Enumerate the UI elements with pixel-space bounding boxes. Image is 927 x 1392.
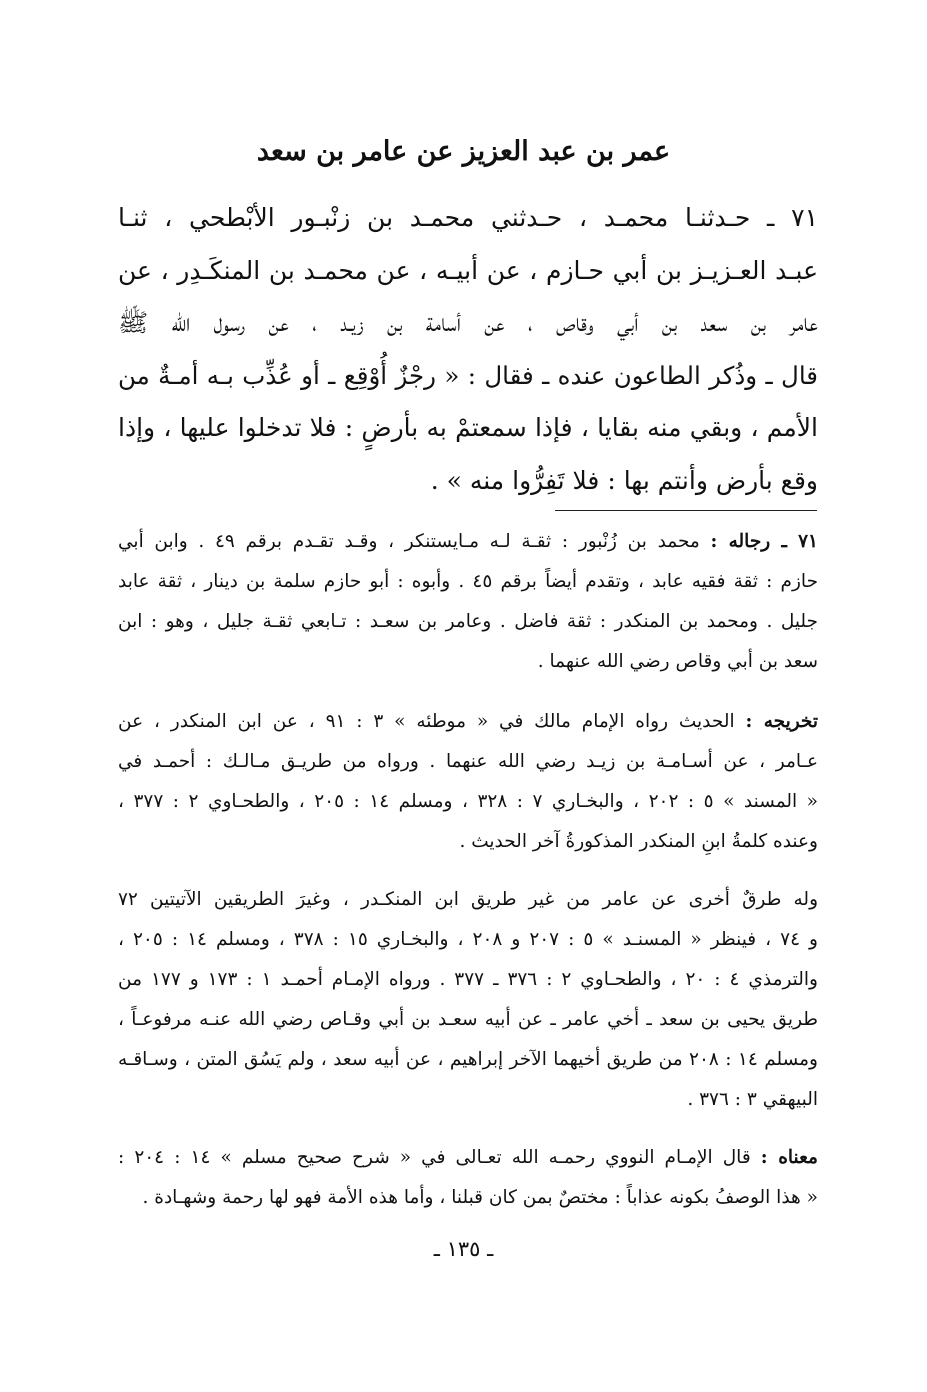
footnote-takhrij (118, 702, 818, 862)
hadith-line: الأمم ، وبقي منه بقايا ، فإذا سمعتمْ به بأرضٍ : فلا تدخلوا عليها ، وإذا (118, 413, 818, 442)
footnote-turuq (118, 880, 818, 1120)
footnote-line: سعد بن أبي وقاص رضي الله عنهما . (537, 651, 818, 672)
footnote-line-text: الحديث رواه الإمام مالك في « موطئه » ٣ : ٩١ ، عن ابن المنكدر ، عن (118, 711, 735, 732)
footnote-rijal (118, 522, 818, 682)
footnote-line: « هذا الوصفُ بكونه عذاباً : مختصٌ بمن كان قبلنا ، وأما هذه الأمة فهو لها رحمة وشهـادة . (142, 1187, 818, 1208)
hadith-line: عبـد العـزيـز بن أبي حـازم ، عن أبيـه ، عن محمـد بن المنكَـدِر ، عن (118, 255, 818, 285)
chapter-heading: عمر بن عبد العزيز عن عامر بن سعد (256, 136, 671, 167)
footnote-line: عـامر ، عن أسـامـة بن زيـد رضي الله عنهما . ورواه من طريـق مـالـك : أحمـد في (118, 751, 818, 772)
footnote-line: حازم : ثقة فقيه عابد ، وتقدم أيضاً برقم ٤٥ . وأبوه : أبو حازم سلمة بن دينار ، ثقة عابد (118, 571, 818, 592)
page-number: ـ ١٣٥ ـ (433, 1237, 494, 1261)
footnote-line (118, 702, 818, 742)
footnote-line: طريق يحيى بن سعد ـ أخي عامر ـ عن أبيه سعـد بن أبي وقـاص رضي الله عنـه مرفوعـاً ، (118, 1009, 818, 1030)
footnote-lead: ٧١ ـ رجاله : (710, 531, 818, 552)
footnote-line-text: قال الإمـام النووي رحمـه الله تعـالى في « شرح صحيح مسلم » ١٤ : ٢٠٤ : (118, 1147, 751, 1168)
footnote-line: والترمذي ٤ : ٢٠ ، والطحـاوي ٢ : ٣٧٦ ـ ٣٧٧ . ورواه الإمـام أحمـد ١ : ١٧٣ و ١٧٧ من (118, 969, 818, 990)
footnote-line: و ٧٤ ، فينظر « المسنـد » ٥ : ٢٠٧ و ٢٠٨ ، والبخـاري ١٥ : ٣٧٨ ، ومسلم ١٤ : ٢٠٥ ، (118, 929, 818, 950)
hadith-line: وقع بأرض وأنتم بها : فلا تَفِرُّوا منه » . (430, 465, 818, 495)
footnote-lead: تخريجه : (745, 711, 818, 732)
hadith-text (118, 192, 818, 507)
footnote-lead: معناه : (760, 1147, 818, 1168)
footnote-line: « المسند » ٥ : ٢٠٢ ، والبخـاري ٧ : ٣٢٨ ، ومسلم ١٤ : ٢٠٥ ، والطحـاوي ٢ : ٣٧٧ ، (118, 791, 818, 812)
hadith-line: قال ـ وذُكر الطاعون عنده ـ فقال : « رجْزٌ أُوْقِع ـ أو عُذِّب بـه أمـةٌ من (118, 360, 818, 390)
hadith-line: ٧١ ـ حـدثنـا محمـد ، حـدثني محمـد بن زنْبـور الأبْطحي ، ثنـا (118, 203, 818, 232)
footnote-line: البيهقي ٣ : ٣٧٦ . (687, 1089, 818, 1110)
footnote-line-text: محمد بن زُنْبور : ثقـة لـه مـايستنكر ، وقـد تقـدم برقم ٤٩ . وابن أبي (118, 531, 700, 552)
footnote-line: ومسلم ١٤ : ٢٠٨ من طريق أخيهما الآخر إبراهيم ، عن أبيه سعد ، ولم يَسُق المتن ، وسـاقـه (118, 1049, 818, 1070)
footnote-line (118, 522, 818, 562)
footnote-manahu (118, 1138, 818, 1218)
footnote-line: جليل . ومحمد بن المنكدر : ثقة فاضل . وعامر بن سعـد : تـابعي ثقـة جليل ، وهو : ابن (118, 611, 818, 632)
footnote-line: وعنده كلمةُ ابنِ المنكدر المذكورةُ آخر الحديث . (459, 831, 818, 852)
footnote-separator (555, 510, 817, 511)
hadith-line: عامر بن سعد بن أبي وقاص ، عن أسامة بن زيـد ، عن رسول الله ﷺ (118, 308, 818, 337)
footnote-line (118, 1138, 818, 1178)
footnote-line: وله طرقٌ أخرى عن عامر من غير طريق ابن المنكـدر ، وغيرَ الطريقين الآتيتين ٧٢ (118, 889, 818, 910)
